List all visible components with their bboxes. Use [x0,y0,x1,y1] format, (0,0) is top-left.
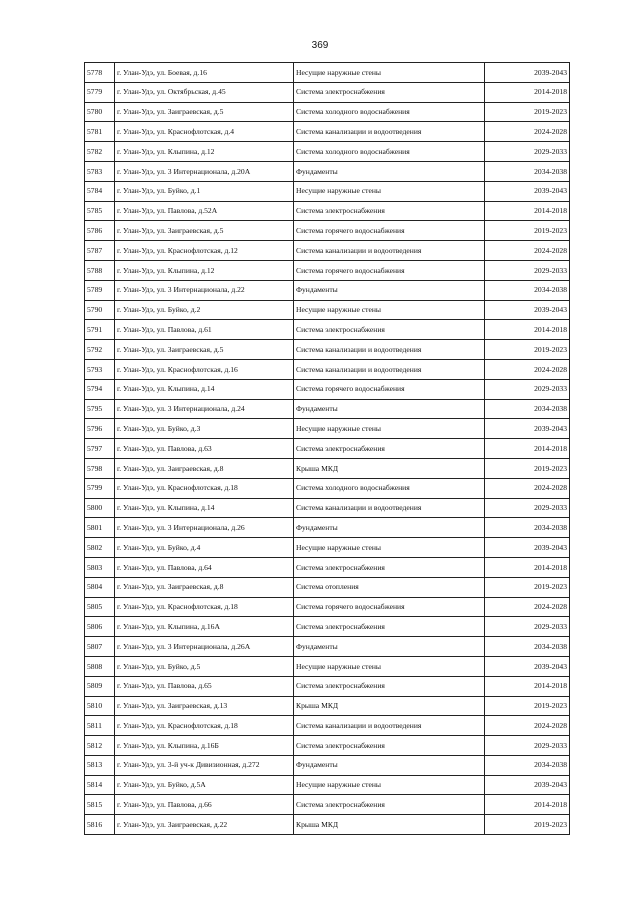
row-period: 2029-2033 [485,379,570,399]
row-address: г. Улан-Удэ, ул. Краснофлотская, д.12 [115,241,294,261]
row-period: 2014-2018 [485,439,570,459]
table-row [85,399,570,419]
table-row [85,201,570,221]
row-number: 5803 [85,557,115,577]
row-number: 5811 [85,716,115,736]
table-row [85,102,570,122]
row-number: 5801 [85,518,115,538]
row-number: 5791 [85,320,115,340]
row-address: г. Улан-Удэ, ул. Павлова, д.52А [115,201,294,221]
row-period: 2029-2033 [485,142,570,162]
row-address: г. Улан-Удэ, ул. 3 Интернационала, д.26 [115,518,294,538]
row-period: 2024-2028 [485,478,570,498]
row-period: 2034-2038 [485,280,570,300]
row-period: 2024-2028 [485,122,570,142]
row-period: 2019-2023 [485,340,570,360]
row-period: 2034-2038 [485,755,570,775]
row-address: г. Улан-Удэ, ул. Павлова, д.65 [115,676,294,696]
row-period: 2014-2018 [485,320,570,340]
row-period: 2029-2033 [485,260,570,280]
row-period: 2039-2043 [485,300,570,320]
row-address: г. Улан-Удэ, ул. 3 Интернационала, д.22 [115,280,294,300]
row-number: 5793 [85,359,115,379]
row-system: Крыша МКД [294,815,485,835]
row-period: 2029-2033 [485,617,570,637]
row-address: г. Улан-Удэ, ул. Клыпина, д.14 [115,379,294,399]
row-system: Несущие наружные стены [294,775,485,795]
row-address: г. Улан-Удэ, ул. Краснофлотская, д.4 [115,122,294,142]
row-period: 2024-2028 [485,597,570,617]
row-address: г. Улан-Удэ, ул. 3 Интернационала, д.20А [115,161,294,181]
row-address: г. Улан-Удэ, ул. Клыпина, д.16А [115,617,294,637]
row-system: Система канализации и водоотведения [294,122,485,142]
row-address: г. Улан-Удэ, ул. 3 Интернационала, д.26А [115,637,294,657]
row-number: 5799 [85,478,115,498]
table-row [85,557,570,577]
row-period: 2034-2038 [485,161,570,181]
row-period: 2039-2043 [485,419,570,439]
row-system: Несущие наружные стены [294,300,485,320]
table-row [85,161,570,181]
table-row [85,419,570,439]
row-address: г. Улан-Удэ, ул. Краснофлотская, д.18 [115,478,294,498]
row-address: г. Улан-Удэ, ул. Заиграевская, д.8 [115,458,294,478]
row-address: г. Улан-Удэ, ул. Павлова, д.61 [115,320,294,340]
row-system: Система канализации и водоотведения [294,241,485,261]
table-row [85,142,570,162]
row-system: Крыша МКД [294,696,485,716]
row-period: 2014-2018 [485,795,570,815]
row-number: 5806 [85,617,115,637]
row-system: Система электроснабжения [294,320,485,340]
row-number: 5790 [85,300,115,320]
row-address: г. Улан-Удэ, ул. Краснофлотская, д.16 [115,359,294,379]
row-system: Фундаменты [294,518,485,538]
table-row [85,221,570,241]
table-row [85,181,570,201]
table-row [85,478,570,498]
row-number: 5800 [85,498,115,518]
row-address: г. Улан-Удэ, ул. Буйко, д.4 [115,538,294,558]
row-system: Система канализации и водоотведения [294,716,485,736]
row-system: Система электроснабжения [294,439,485,459]
row-period: 2024-2028 [485,716,570,736]
row-address: г. Улан-Удэ, ул. Заиграевская, д.5 [115,221,294,241]
row-period: 2024-2028 [485,241,570,261]
row-number: 5788 [85,260,115,280]
row-system: Система электроснабжения [294,82,485,102]
row-number: 5797 [85,439,115,459]
row-period: 2019-2023 [485,102,570,122]
capital-repair-table [84,62,570,835]
row-period: 2019-2023 [485,815,570,835]
row-period: 2019-2023 [485,577,570,597]
table-row [85,241,570,261]
row-period: 2029-2033 [485,498,570,518]
row-number: 5815 [85,795,115,815]
row-system: Система электроснабжения [294,795,485,815]
row-address: г. Улан-Удэ, ул. Павлова, д.66 [115,795,294,815]
row-number: 5795 [85,399,115,419]
row-number: 5778 [85,63,115,83]
table-row [85,597,570,617]
row-period: 2039-2043 [485,775,570,795]
row-number: 5810 [85,696,115,716]
row-period: 2039-2043 [485,63,570,83]
row-system: Крыша МКД [294,458,485,478]
row-number: 5789 [85,280,115,300]
row-number: 5804 [85,577,115,597]
table-row [85,775,570,795]
row-number: 5785 [85,201,115,221]
table-row [85,439,570,459]
table-row [85,498,570,518]
row-number: 5783 [85,161,115,181]
row-number: 5805 [85,597,115,617]
row-number: 5796 [85,419,115,439]
row-address: г. Улан-Удэ, ул. Краснофлотская, д.18 [115,597,294,617]
row-system: Система электроснабжения [294,201,485,221]
row-number: 5807 [85,637,115,657]
row-system: Система электроснабжения [294,557,485,577]
table-row [85,637,570,657]
row-period: 2019-2023 [485,221,570,241]
row-system: Фундаменты [294,280,485,300]
row-address: г. Улан-Удэ, ул. Заиграевская, д.8 [115,577,294,597]
row-number: 5782 [85,142,115,162]
row-address: г. Улан-Удэ, ул. Буйко, д.5 [115,656,294,676]
table-row [85,320,570,340]
table-row [85,458,570,478]
row-address: г. Улан-Удэ, ул. Боевая, д.16 [115,63,294,83]
row-period: 2024-2028 [485,359,570,379]
table-row [85,736,570,756]
row-number: 5809 [85,676,115,696]
table-body [85,63,570,835]
row-period: 2039-2043 [485,538,570,558]
row-number: 5786 [85,221,115,241]
row-address: г. Улан-Удэ, ул. Заиграевская, д.22 [115,815,294,835]
row-address: г. Улан-Удэ, ул. Буйко, д.3 [115,419,294,439]
row-number: 5780 [85,102,115,122]
row-address: г. Улан-Удэ, ул. Буйко, д.5А [115,775,294,795]
row-system: Несущие наружные стены [294,63,485,83]
row-address: г. Улан-Удэ, ул. 3-й уч-к Дивизионная, д.272 [115,755,294,775]
table-row [85,795,570,815]
row-address: г. Улан-Удэ, ул. Клыпина, д.12 [115,142,294,162]
page-number: 369 [311,40,329,51]
row-system: Фундаменты [294,637,485,657]
table-row [85,359,570,379]
row-period: 2034-2038 [485,399,570,419]
row-system: Система горячего водоснабжения [294,260,485,280]
row-address: г. Улан-Удэ, ул. Клыпина, д.12 [115,260,294,280]
row-system: Система холодного водоснабжения [294,142,485,162]
row-period: 2014-2018 [485,201,570,221]
row-number: 5781 [85,122,115,142]
row-number: 5798 [85,458,115,478]
row-system: Система холодного водоснабжения [294,478,485,498]
row-system: Система горячего водоснабжения [294,597,485,617]
table-row [85,518,570,538]
row-address: г. Улан-Удэ, ул. Заиграевская, д.13 [115,696,294,716]
row-address: г. Улан-Удэ, ул. Заиграевская, д.5 [115,340,294,360]
row-system: Фундаменты [294,399,485,419]
row-period: 2019-2023 [485,458,570,478]
row-period: 2014-2018 [485,676,570,696]
row-number: 5808 [85,656,115,676]
row-number: 5794 [85,379,115,399]
table-row [85,122,570,142]
table-row [85,300,570,320]
row-number: 5779 [85,82,115,102]
row-system: Фундаменты [294,755,485,775]
table-row [85,676,570,696]
row-address: г. Улан-Удэ, ул. Краснофлотская, д.18 [115,716,294,736]
row-number: 5816 [85,815,115,835]
table-row [85,617,570,637]
row-number: 5812 [85,736,115,756]
table-row [85,716,570,736]
row-system: Система горячего водоснабжения [294,379,485,399]
row-number: 5813 [85,755,115,775]
row-system: Фундаменты [294,161,485,181]
table-row [85,696,570,716]
table-row [85,340,570,360]
table-row [85,379,570,399]
row-system: Система канализации и водоотведения [294,340,485,360]
row-number: 5814 [85,775,115,795]
row-system: Несущие наружные стены [294,181,485,201]
row-system: Система электроснабжения [294,676,485,696]
row-number: 5784 [85,181,115,201]
row-system: Несущие наружные стены [294,656,485,676]
row-period: 2034-2038 [485,637,570,657]
row-period: 2014-2018 [485,557,570,577]
row-period: 2039-2043 [485,656,570,676]
row-address: г. Улан-Удэ, ул. Павлова, д.63 [115,439,294,459]
table-row [85,280,570,300]
row-address: г. Улан-Удэ, ул. Клыпина, д.14 [115,498,294,518]
row-address: г. Улан-Удэ, ул. Буйко, д.1 [115,181,294,201]
row-period: 2034-2038 [485,518,570,538]
row-period: 2014-2018 [485,82,570,102]
row-address: г. Улан-Удэ, ул. Клыпина, д.16Б [115,736,294,756]
row-system: Система электроснабжения [294,617,485,637]
row-system: Система канализации и водоотведения [294,498,485,518]
row-number: 5787 [85,241,115,261]
table-row [85,63,570,83]
row-system: Система канализации и водоотведения [294,359,485,379]
table-row [85,260,570,280]
row-system: Система электроснабжения [294,736,485,756]
row-address: г. Улан-Удэ, ул. Октябрьская, д.45 [115,82,294,102]
row-address: г. Улан-Удэ, ул. Буйко, д.2 [115,300,294,320]
table-row [85,82,570,102]
row-address: г. Улан-Удэ, ул. Заиграевская, д.5 [115,102,294,122]
row-number: 5792 [85,340,115,360]
row-address: г. Улан-Удэ, ул. Павлова, д.64 [115,557,294,577]
table-row [85,755,570,775]
table-row [85,577,570,597]
row-address: г. Улан-Удэ, ул. 3 Интернационала, д.24 [115,399,294,419]
row-period: 2039-2043 [485,181,570,201]
row-number: 5802 [85,538,115,558]
row-system: Несущие наружные стены [294,538,485,558]
row-system: Система холодного водоснабжения [294,102,485,122]
table-row [85,538,570,558]
table-row [85,656,570,676]
row-period: 2019-2023 [485,696,570,716]
row-system: Система горячего водоснабжения [294,221,485,241]
row-system: Система отопления [294,577,485,597]
row-system: Несущие наружные стены [294,419,485,439]
row-period: 2029-2033 [485,736,570,756]
table-row [85,815,570,835]
